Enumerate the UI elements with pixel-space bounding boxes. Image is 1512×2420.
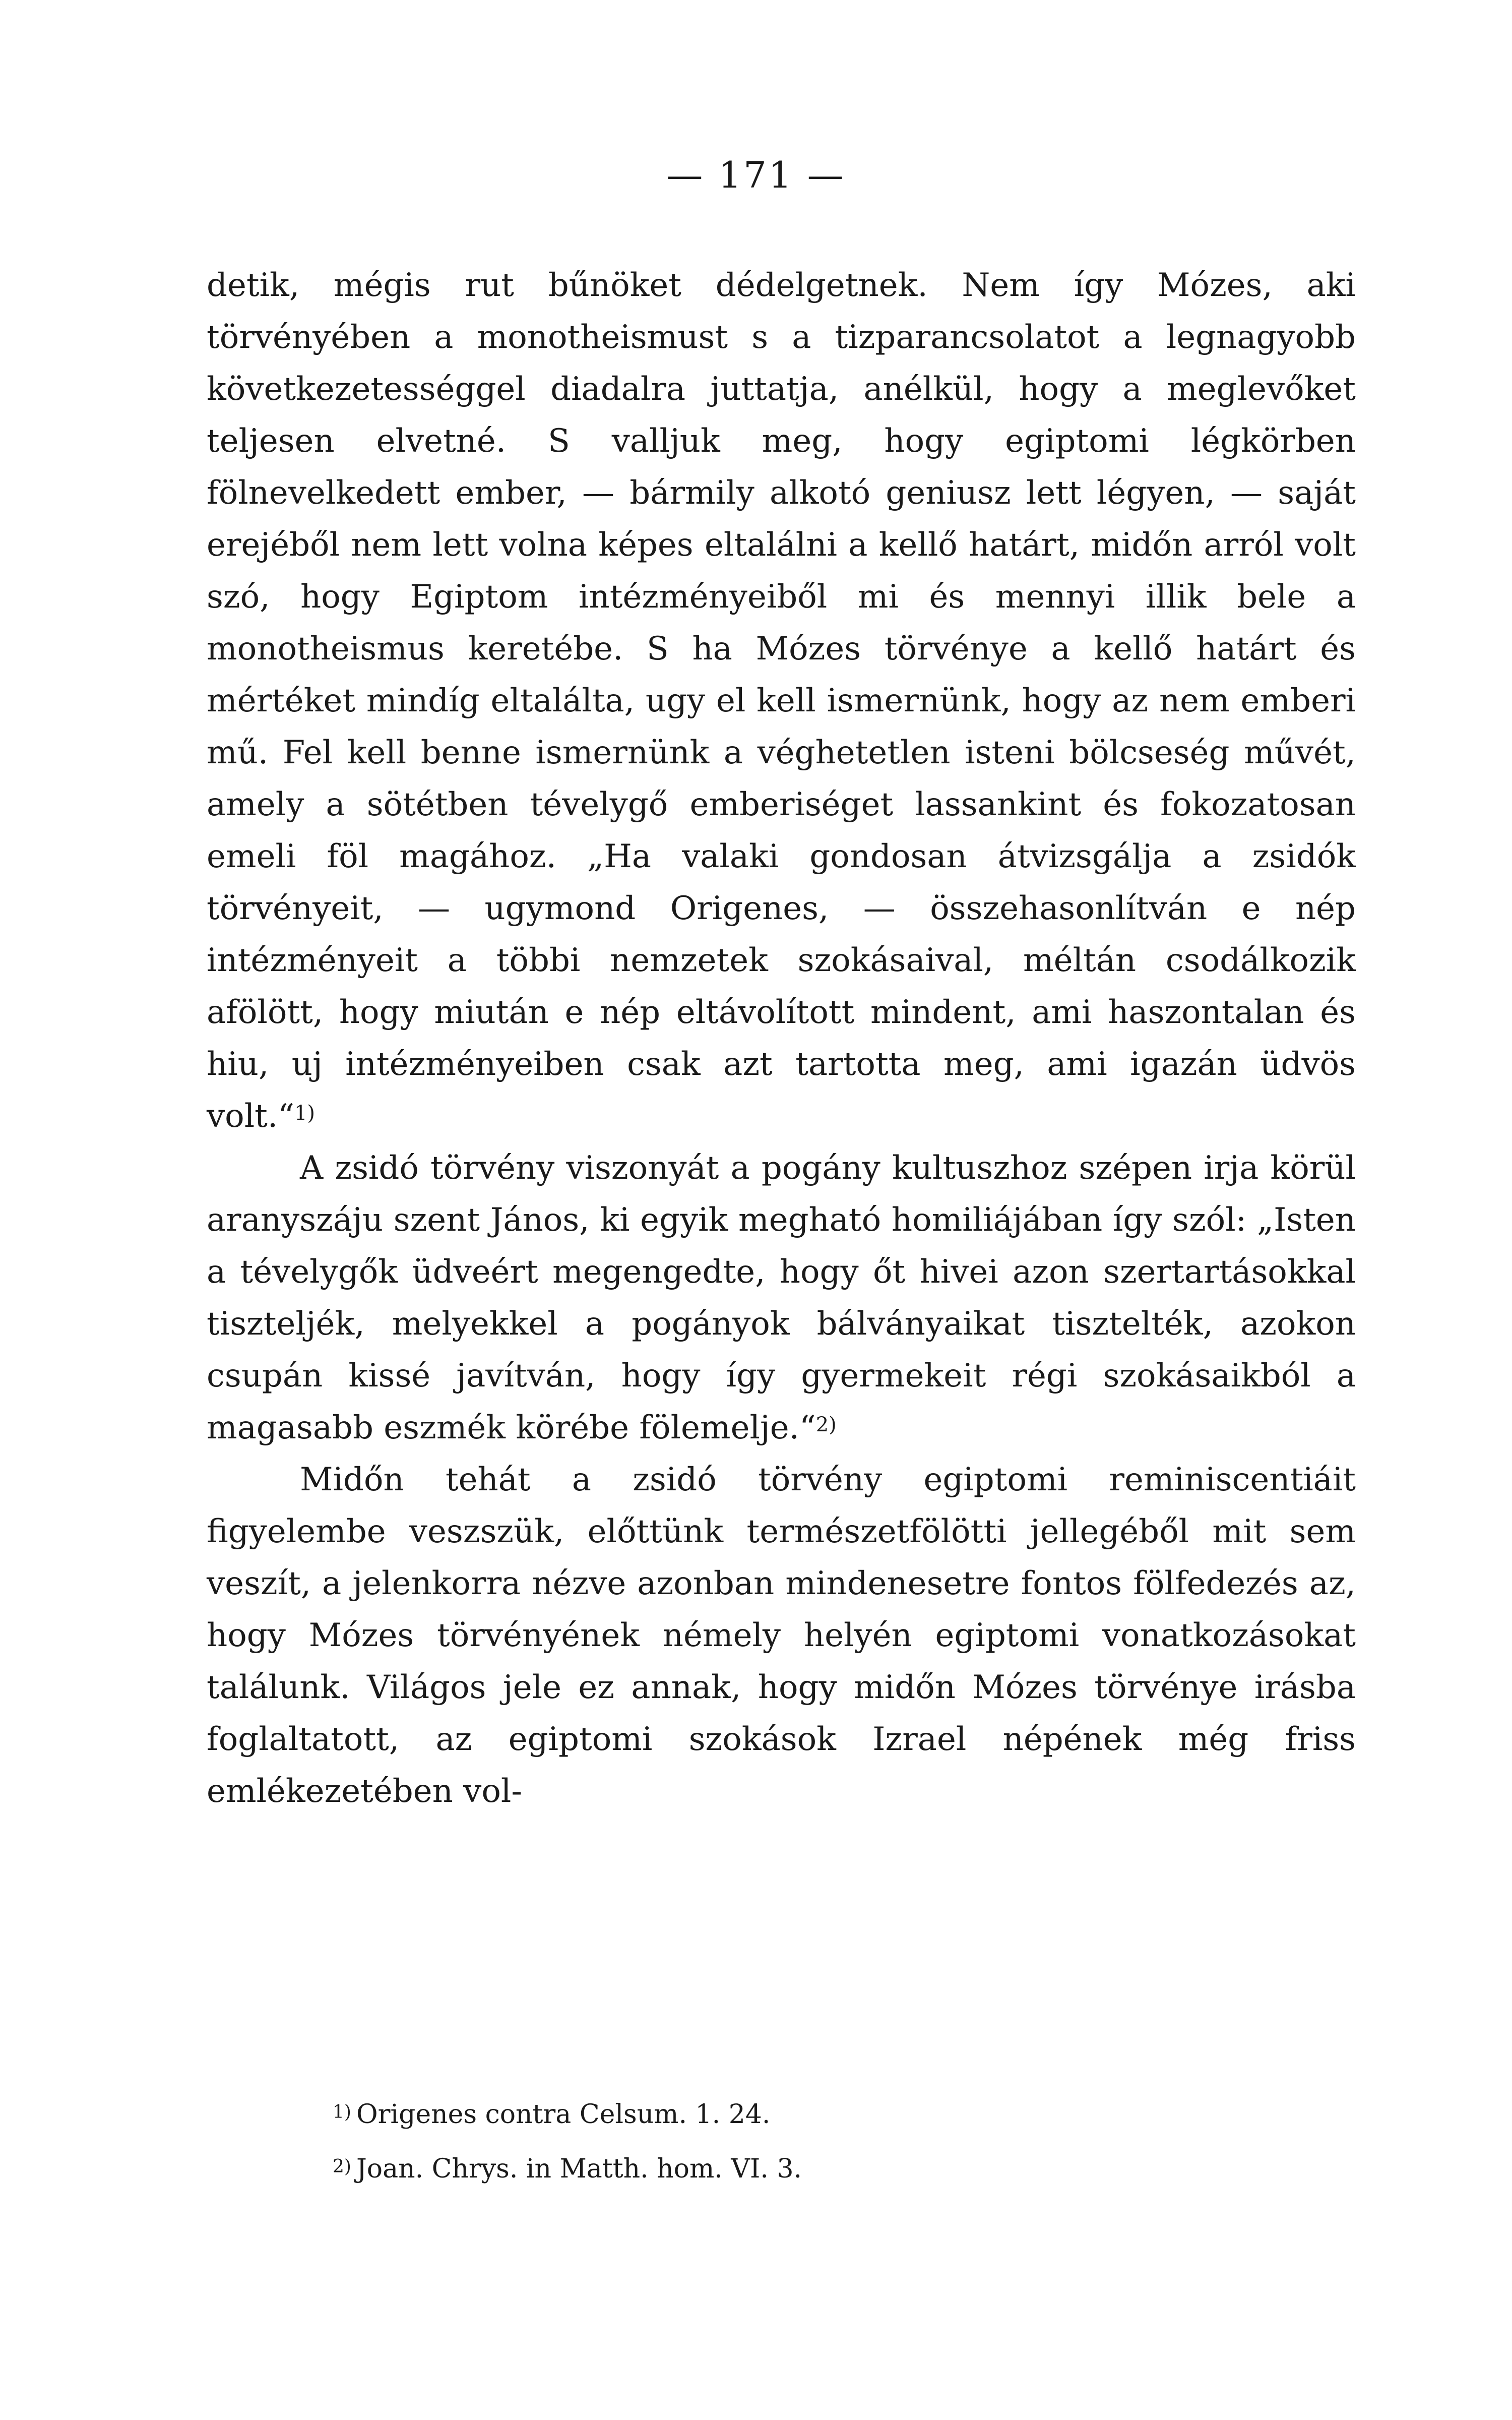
paragraph-2 — [207, 1142, 1356, 1454]
footnotes — [333, 2087, 1290, 2196]
paragraph-3 — [207, 1454, 1356, 1818]
page-number: — 171 — — [666, 154, 846, 196]
paragraph-1-text: detik, mégis rut bűnöket dédelgetnek. Nem így Mózes, aki törvényében a monotheismust s a tizparancsolatot a legnagyobb következetességgel diadalra juttatja, anélkül, hogy a meglevőket teljesen elvetné. S valljuk meg, hogy egiptomi légkörben fölnevelkedett ember, — bármily alkotó geniusz lett légyen, — saját erejéből nem lett volna képes eltalálni a kellő határt, midőn arról volt szó, hogy Egiptom intézményeiből mi és mennyi illik bele a monotheismus keretébe. S ha Mózes törvénye a kellő határt és mértéket mindíg eltalálta, ugy el kell ismernünk, hogy az nem emberi mű. Fel kell benne ismernünk a véghetetlen isteni bölcseség művét, amely a sötétben tévelygő emberiséget lassankint és fokozatosan emeli föl magához. „Ha valaki gondosan átvizsgálja a zsidók törvényeit, — ugymond Origenes, — összehasonlítván e nép intézményeit a többi nemzetek szokásaival, méltán csodálkozik afölött, hogy miután e nép eltávolított mindent, ami haszontalan és hiu, uj intézményeiben csak azt tartotta meg, ami igazán üdvös volt.“ — [207, 267, 1356, 1135]
footnote-1-text: Origenes contra Celsum. 1. 24. — [356, 2099, 771, 2130]
footnote-ref-2: 2) — [815, 1413, 837, 1436]
paragraph-1 — [207, 260, 1356, 1142]
footnote-1 — [333, 2087, 1290, 2142]
footnote-2 — [333, 2142, 1290, 2196]
body-text — [207, 260, 1356, 1818]
footnote-ref-1: 1) — [294, 1102, 315, 1125]
footnote-1-mark: 1) — [333, 2102, 351, 2123]
paragraph-2-text: A zsidó törvény viszonyát a pogány kultuszhoz szépen irja körül aranyszáju szent János, ki egyik megható homiliájában így szól: „Isten a tévelygők üdveért megengedte, hogy őt hivei azon szertartásokkal tiszteljék, melyekkel a pogányok bálványaikat tisztelték, azokon csupán kissé javítván, hogy így gyermekeit régi szokásaikból a magasabb eszmék körébe fölemelje.“ — [207, 1150, 1356, 1446]
paragraph-3-text: Midőn tehát a zsidó törvény egiptomi reminiscentiáit figyelembe veszszük, előttünk természetfölötti jellegéből mit sem veszít, a jelenkorra nézve azonban mindenesetre fontos fölfedezés az, hogy Mózes törvényének némely helyén egiptomi vonatkozásokat találunk. Világos jele ez annak, hogy midőn Mózes törvénye irásba foglaltatott, az egiptomi szokások Izrael népének még friss emlékezetében vol- — [207, 1461, 1356, 1810]
footnote-2-mark: 2) — [333, 2156, 351, 2177]
footnote-2-text: Joan. Chrys. in Matth. hom. VI. 3. — [356, 2154, 802, 2184]
